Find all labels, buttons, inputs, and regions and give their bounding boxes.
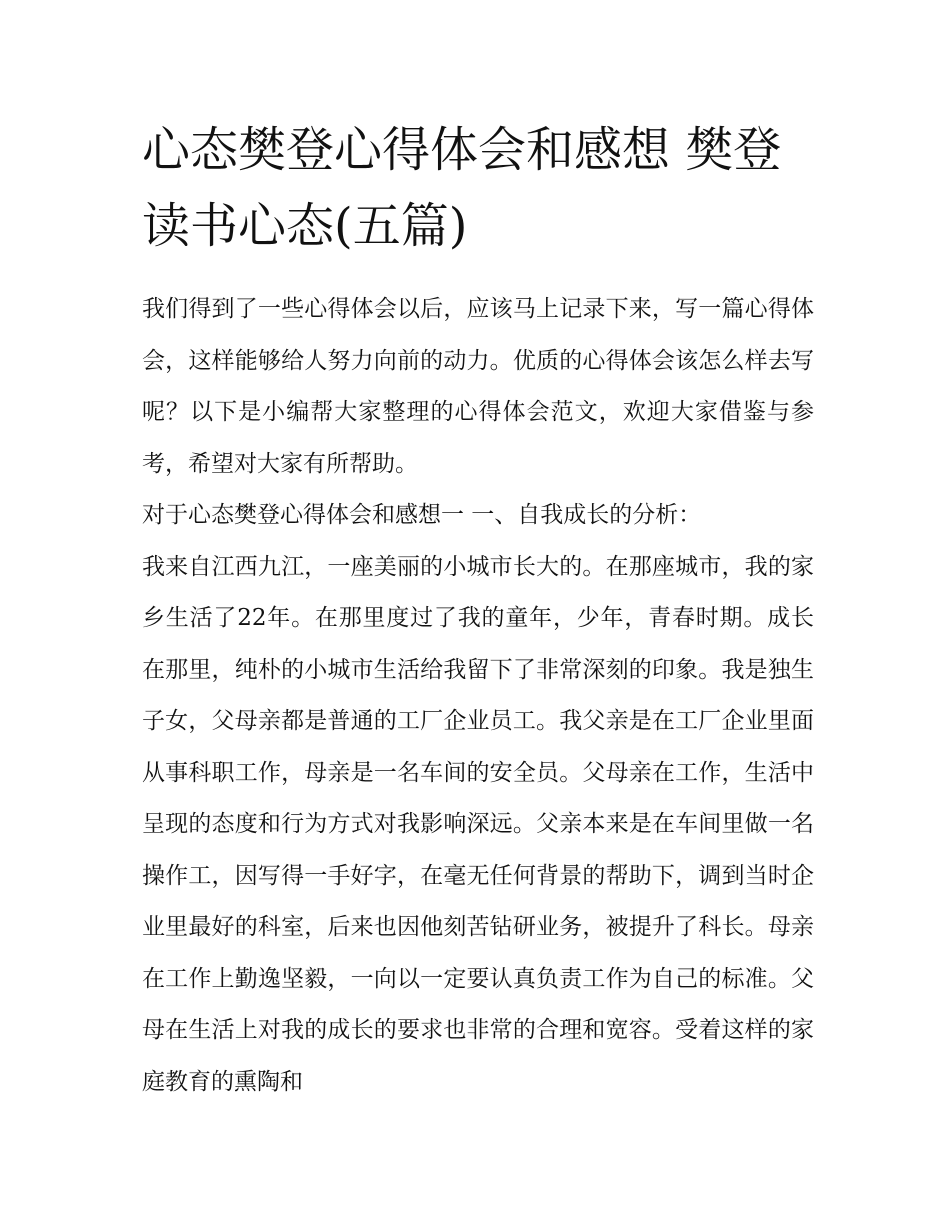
intro-paragraph: 我们得到了一些心得体会以后，应该马上记录下来，写一篇心得体会，这样能够给人努力向前的动力。优质的心得体会该怎么样去写呢？以下是小编帮大家整理的心得体会范文，欢迎大家借鉴与参考，希望对大家有所帮助。	[142, 296, 814, 477]
document-page	[142, 112, 814, 1108]
section-heading-paragraph: 对于心态樊登心得体会和感想一 一、自我成长的分析：	[142, 502, 702, 528]
body-paragraph: 我来自江西九江，一座美丽的小城市长大的。在那座城市，我的家乡生活了22年。在那里度过了我的童年，少年，青春时期。成长在那里，纯朴的小城市生活给我留下了非常深刻的印象。我是独生子女，父母亲都是普通的工厂企业员工。我父亲是在工厂企业里面从事科职工作，母亲是一名车间的安全员。父母亲在工作，生活中呈现的态度和行为方式对我影响深远。父亲本来是在车间里做一名操作工，因写得一手好字，在毫无任何背景的帮助下，调到当时企业里最好的科室，后来也因他刻苦钻研业务，被提升了科长。母亲在工作上勤逸坚毅，一向以一定要认真负责工作为自己的标准。父母在生活上对我的成长的要求也非常的合理和宽容。受着这样的家庭教育的熏陶和	[142, 553, 814, 1095]
document-title: 心态樊登心得体会和感想 樊登读书心态(五篇)	[142, 122, 782, 254]
